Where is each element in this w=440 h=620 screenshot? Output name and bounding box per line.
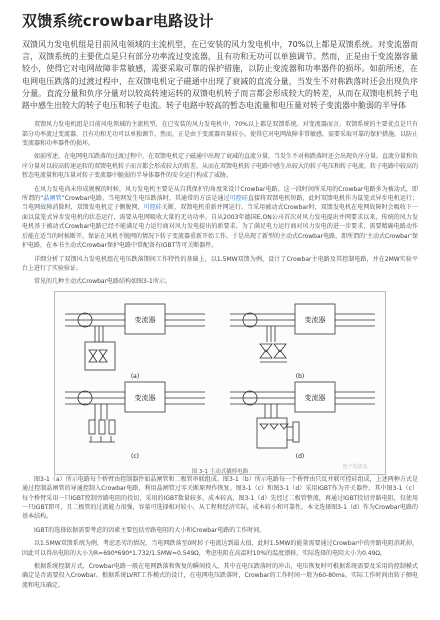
sublabel-b: (b) — [295, 372, 305, 380]
converter-label-a: 变流器 — [134, 315, 156, 324]
body-paragraph-4: 详细分析了双馈风力发电机组在电压跌落期间工作特性的基础上，以1.5MW双馈为例，设计了Crowbar主电路及其控制电路，并在2MW实验平台上进行了实验验证。 — [22, 255, 418, 272]
body-paragraph-5: 常见的几种主动式Crowbar电路结构如图3-1所示。 — [34, 278, 171, 286]
highlight-link[interactable]: 可控硅 — [229, 195, 248, 203]
sublabel-c: (c) — [131, 452, 139, 460]
crowbar-circuit-figure — [54, 291, 386, 475]
converter-label-b: 变流器 — [304, 315, 326, 324]
body-paragraph-8: 以1.5MW双馈系统为例，考虑恶劣的情况，当电网跌落至0时转子电流达到最大值，此时1.5MW的能量需要通过Crowbar中的旁路电阻消耗掉，因此可以得出电阻的大小为R=690*690*1.732/1.5MW=0.549Ω，考虑电阻在高温时10%的温度漂移，实际选择的电阻大小为0.49Ω。 — [22, 540, 418, 557]
sublabel-d: (d) — [295, 452, 305, 460]
body-paragraph-7: IGBT的选择依据需要考虑的因素主要包括旁路电阻的大小和Crowbar电路的工作时间。 — [34, 526, 266, 534]
article-title: 双馈系统crowbar电路设计 — [22, 12, 214, 30]
circuit-d — [230, 382, 375, 448]
converter-label-c: 变流器 — [134, 393, 156, 402]
sublabel-a: (a) — [130, 372, 140, 380]
highlight-link[interactable]: 晶闸管 — [43, 195, 62, 203]
body-paragraph-2: 如前所述，在电网电压跌落的过渡过程中，在双馈电机定子磁通中出现了衰减的直流分量，当发生不对称跌落时还会出现负序分量。直流分量和负序分量对以较高转速运转的双馈电机转子而言都会形成较大的转差，从而在双馈电机转子电路中感生出较大的转子电压和转子电流。转子电路中较高的暂态电流量和电压量对转子变流器中脆弱的半导体器件的安全运行构成了威胁。 — [22, 153, 419, 180]
circuit-b — [230, 304, 375, 362]
circuit-c — [65, 382, 205, 442]
body-paragraph-1: 双馈风力发电机组是目前风电领域的主流机型，在已安装的风力发电机中，70%以上都是双馈系统。对变流器而言，双馈系统的主要优点是只有部分功率流过变流器，且有功和无功可以单独调节。然而，正是由于变流器容量较小，使得它对电网故障非常敏感，需要采取可靠的保护措施，以防止变流器和功率器件的损坏。 — [22, 121, 419, 148]
body-paragraph-9: 根据系统控制方式，Crowbar电路一般在电网跌落和恢复的瞬间投入，其中在电压跌落时的冲击，电压恢复时可根据系统需要及采用的控制模式确定是否需要投入Crowbar。根据系统LVRT工作模式的设计，在电网电压跌落时，Crowbar的工作时间一般为60-80ms。实际工作时间由转子侧电流和电压确定。 — [22, 562, 418, 589]
body-paragraph-6: 图3-1（a）所示电路每个桥臂由控制器件如晶闸管和二极管串联组成。图3-1（b）所示电路每一个桥臂由只反并联可控硅组成，上述两种方式是通过控制晶闸管的导通控制入Crowbar电路，利用晶闸管过零关断原理作恢复。图3-1（c）和图3-1（d）采用IGBT作为开关器件，其中图3-1（c）每个桥臂采用一只IGBT控制旁路电阻的投切，采用的IGBT数量较多，成本较高，图3-1（d）先经过二极管整流，再通过IGBT投切旁路电阻，仅使用一只IGBT即可，且二极管的过流能力很强，容量可选择相对较小，从工程和经济实际，成本较小和可靠性，本文选择图3-1（d）作为Crowbar电路的基本结构。 — [22, 475, 418, 521]
circuit-a — [65, 304, 205, 370]
highlight-link[interactable]: 可控硅 — [143, 204, 162, 212]
figure-caption: 图 3-1 主动式撬棒电路 — [191, 468, 249, 475]
crowbar-circuit-diagrams — [55, 292, 385, 474]
figure-watermark: 电子发烧友 — [342, 463, 368, 470]
article-summary: 双馈风力发电机组是目前风电领域的主流机型，在已安装的风力发电机中，70%以上都是双馈系统。对变流器而言，双馈系统的主要优点是只有部分功率流过变流器，且有功和无功可以单独调节。然而，正是由于变流器容量较小，使得它对电网故障非常敏感，需要采取可靠的保护措施，以防止变流器和功率器件的损坏。如前所述，在电网电压跌落的过渡过程中，在双馈电机定子磁通中出现了衰减的直流分量，当发生不对称跌落时还会出现负序分量。直流分量和负序分量对以较高转速运转的双馈电机转子而言都会形成较大的转差，从而在双馈电机转子电路中感生出较大的转子电压和转子电流。转子电路中较高的暂态电流量和电压量对转子变流器中脆弱的半导体 — [22, 40, 418, 111]
converter-label-d: 变流器 — [304, 393, 326, 402]
body-paragraph-3: 在风力发电尚未形成规模的时候，风力发电机主要是从自我保护的角度来设计Crowbar电路，这一段时间所采用的Crowbar电路多为被动式，即所谓的“晶闸管”Crowbar电路。当电网发生电压跌落时，其通常的方法是通过可控硅直接将双馈电机短路，此时双馈电机作为鼠笼式异步电机运行；当电网故障消除时，双馈发电机定子侧脱网，可控硅关断，双馈电机重新并网运行。当采用被动式Crowbar时，双馈发电机在电网故障时会吸收下一面以鼠笼式异步发电机的状态运行，需要从电网吸收大量的无功功率。自从2003年德国E.ON公司首次对风力发电提出并网要求以来，传统的风力发电机基于被动式Crowbar电路已经不能满足电力运行商对风力发电提出的新要求。为了满足电力运行商对风力发电的进一步要求，需要精确电路动作后能在适当的时候断开，保证在风机不脱网的情况下转子变流器重新开始工作，于是出现了新型的主动式Crowbar电路，即所谓的‘主动式Crowbar’保护电路，在本书主动式Crowbar保护电路中常配备有IGBT等可关断器件。 — [22, 185, 418, 250]
